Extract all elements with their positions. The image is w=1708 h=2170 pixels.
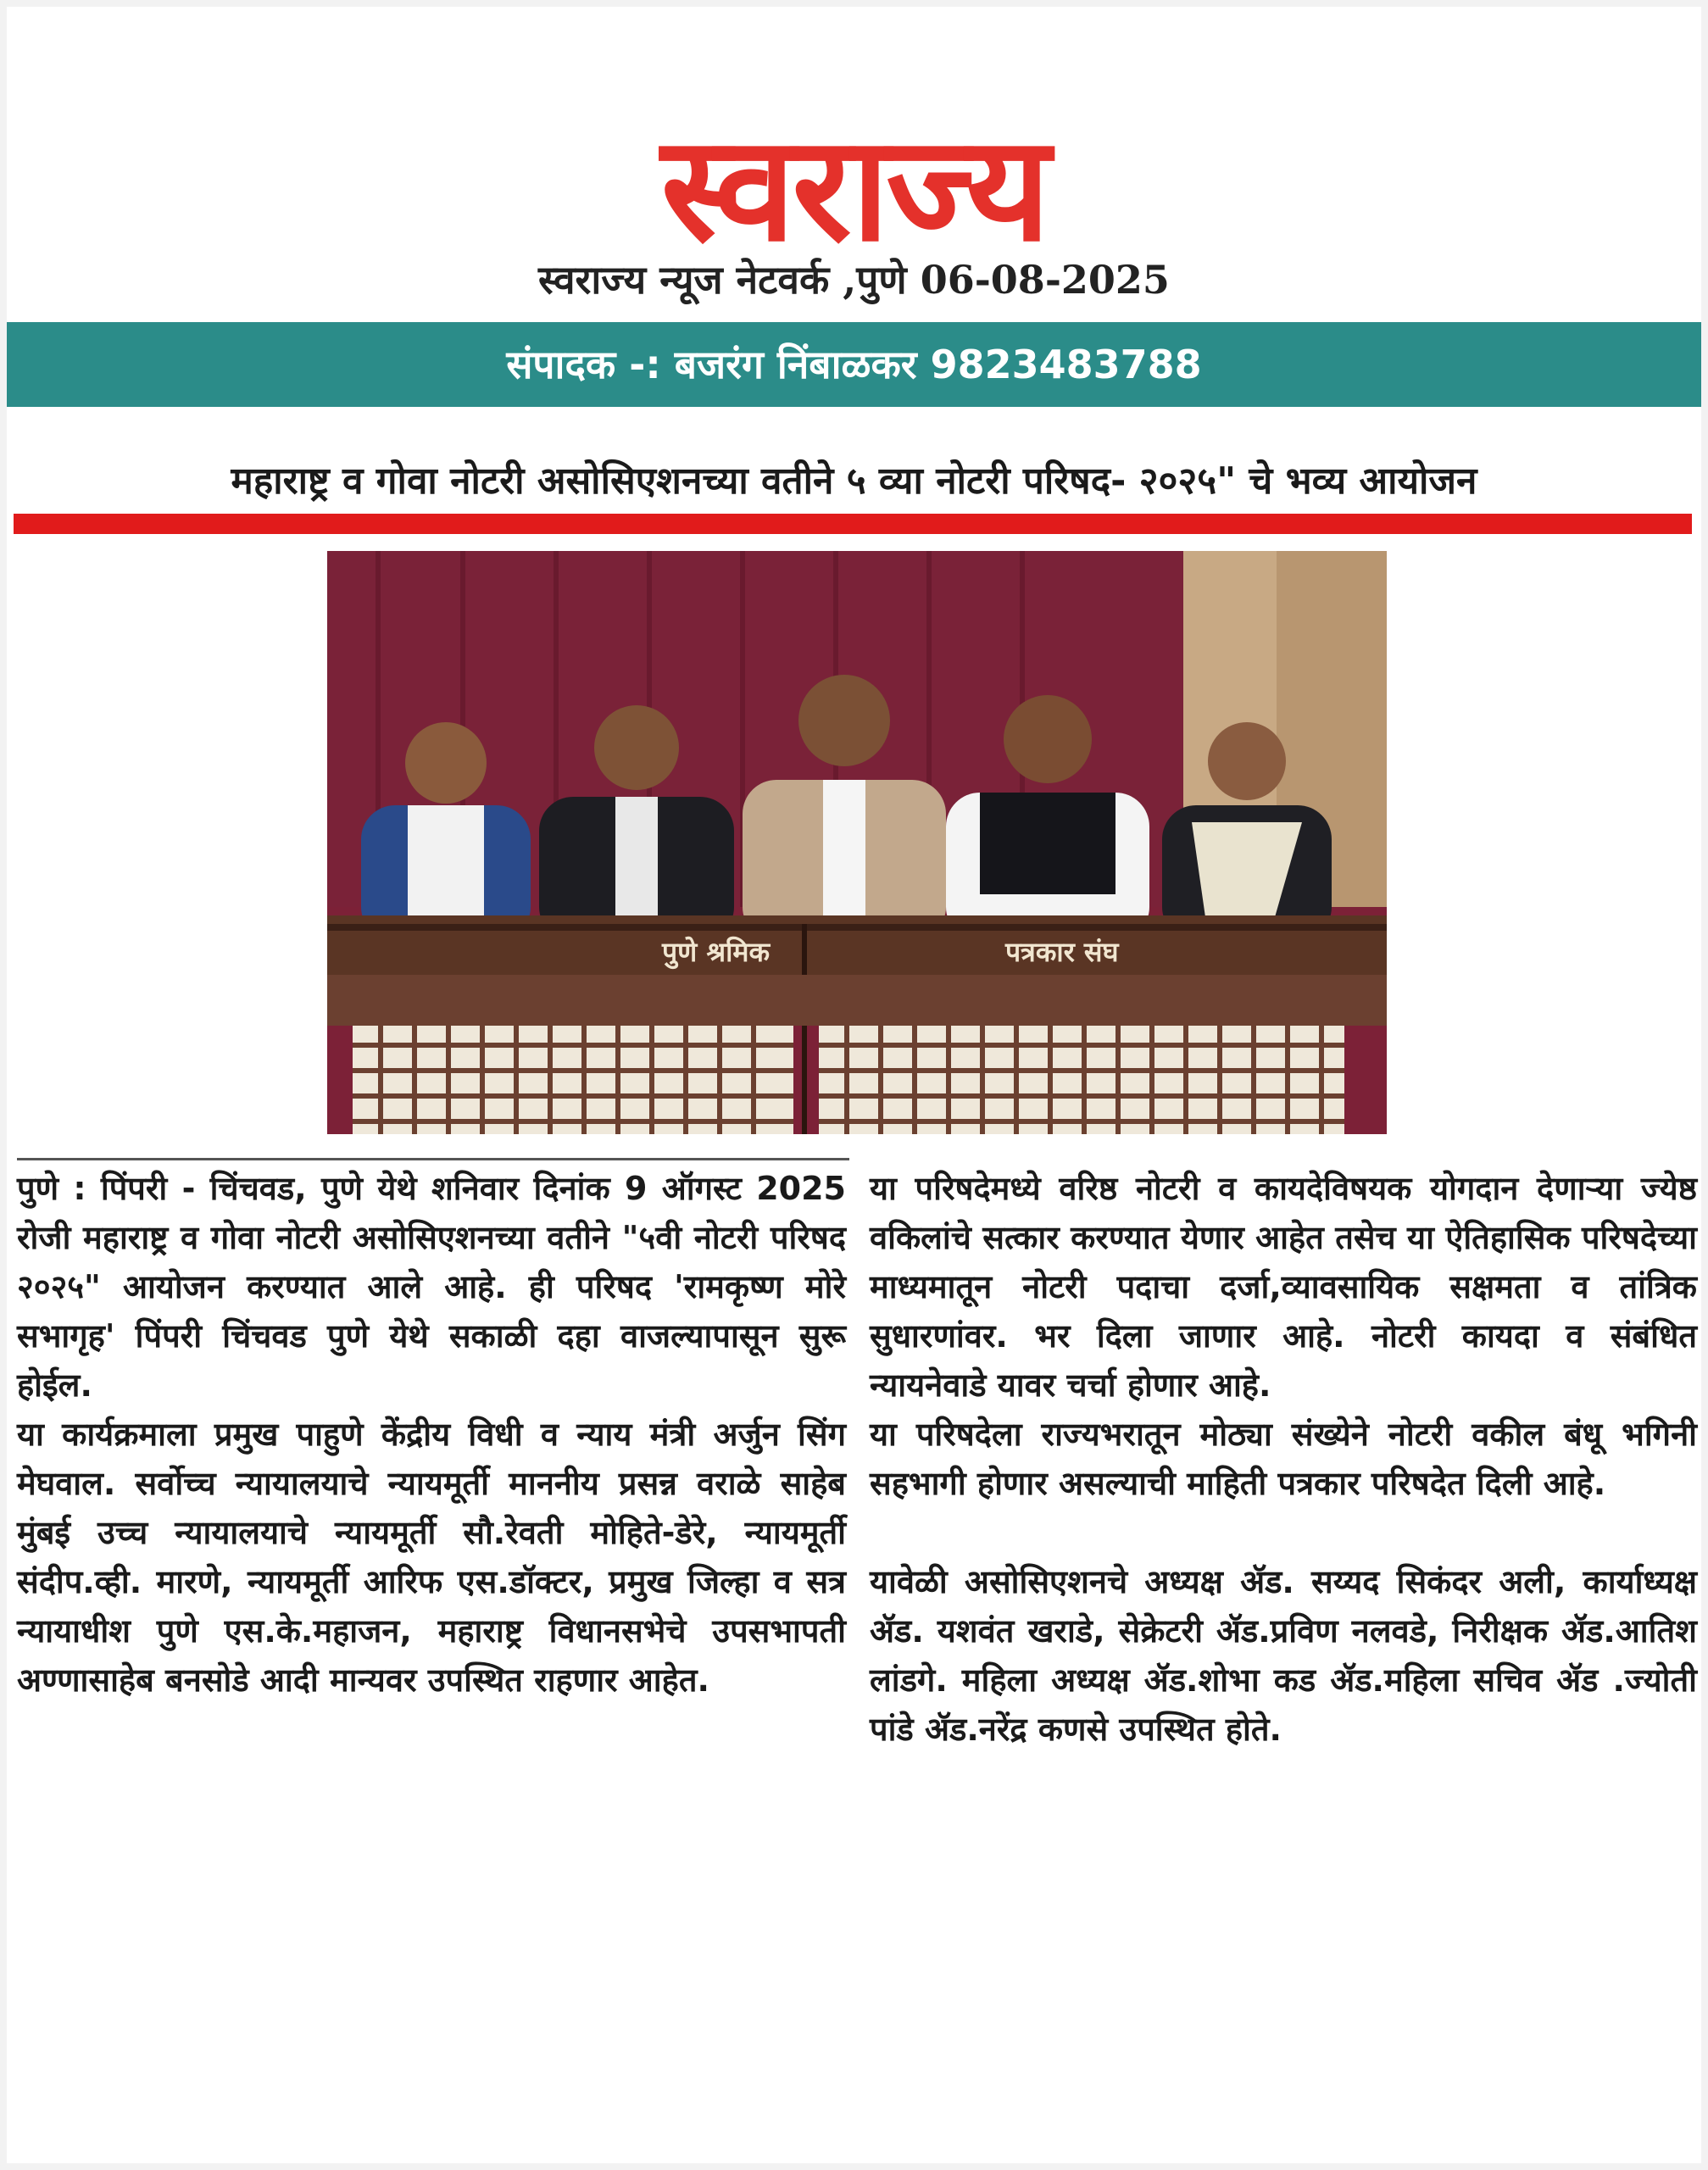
article-paragraph: या परिषदेला राज्यभरातून मोठ्या संख्येने नोटरी वकील बंधू भगिनी सहभागी होणार असल्याची माहिती पत्रकार परिषदेत दिली आहे. bbox=[870, 1416, 1697, 1502]
headline-rule bbox=[14, 514, 1692, 534]
press-conference-photo bbox=[327, 551, 1387, 1134]
editor-bar: संपादक -: बजरंग निंबाळकर 9823483788 bbox=[7, 322, 1701, 407]
banner-right: पत्रकार संघ bbox=[1005, 936, 1119, 968]
newspaper-page bbox=[7, 7, 1701, 2163]
headline: महाराष्ट्र व गोवा नोटरी असोसिएशनच्या वतीने ५ व्या नोटरी परिषद- २०२५" चे भव्य आयोजन bbox=[231, 459, 1477, 503]
article-paragraph: पुणे : पिंपरी - चिंचवड, पुणे येथे शनिवार दिनांक 9 ऑगस्ट 2025 रोजी महाराष्ट्र व गोवा नोटरी असोसिएशनच्या वतीने "५वी नोटरी परिषद २०२५" आयोजन करण्यात आले आहे. ही परिषद 'रामकृष्ण मोरे सभागृह' पिंपरी चिंचवड पुणे येथे सकाळी दहा वाजल्यापासून सुरू होईल. bbox=[17, 1170, 846, 1404]
masthead-title: स्वराज्य bbox=[660, 103, 1048, 274]
article-paragraph: या कार्यक्रमाला प्रमुख पाहुणे केंद्रीय विधी व न्याय मंत्री अर्जुन सिंग मेघवाल. सर्वोच्च न्यायालयाचे न्यायमूर्ती माननीय प्रसन्न वराळे साहेब मुंबई उच्च न्यायालयाचे न्यायमूर्ती सौ.रेवती मोहिते-डेरे, न्यायमूर्ती संदीप.व्ही. मारणे, न्यायमूर्ती आरिफ एस.डॉक्टर, प्रमुख जिल्हा व सत्र न्यायाधीश पुणे एस.के.महाजन, महाराष्ट्र विधानसभेचे उपसभापती अण्णासाहेब बनसोडे आदी मान्यवर उपस्थित राहणार आहेत. bbox=[17, 1416, 846, 1699]
banner-left: पुणे श्रमिक bbox=[662, 936, 771, 968]
column-rule bbox=[17, 1158, 849, 1160]
dateline: स्वराज्य न्यूज नेटवर्क ,पुणे 06-08-2025 bbox=[538, 257, 1170, 303]
article-left-column bbox=[17, 1164, 846, 1705]
article-paragraph: या परिषदेमध्ये वरिष्ठ नोटरी व कायदेविषयक योगदान देणाऱ्या ज्येष्ठ वकिलांचे सत्कार करण्यात येणार आहेत तसेच या ऐतिहासिक परिषदेच्या माध्यमातून नोटरी पदाचा दर्जा,व्यावसायिक सक्षमता व तांत्रिक सुधारणांवर. भर दिला जाणार आहे. नोटरी कायदा व संबंधित न्यायनेवाडे यावर चर्चा होणार आहे. bbox=[870, 1170, 1697, 1404]
paragraph-gap bbox=[870, 1508, 1697, 1557]
article-right-column bbox=[870, 1164, 1697, 1754]
article-paragraph: यावेळी असोसिएशनचे अध्यक्ष ॲड. सय्यद सिकंदर अली, कार्याध्यक्ष ॲड. यशवंत खराडे, सेक्रेटरी ॲड.प्रविण नलवडे, निरीक्षक ॲड.आतिश लांडगे. महिला अध्यक्ष ॲड.शोभा कड ॲड.महिला सचिव ॲड .ज्योती पांडे ॲड.नरेंद्र कणसे उपस्थित होते. bbox=[870, 1563, 1697, 1748]
